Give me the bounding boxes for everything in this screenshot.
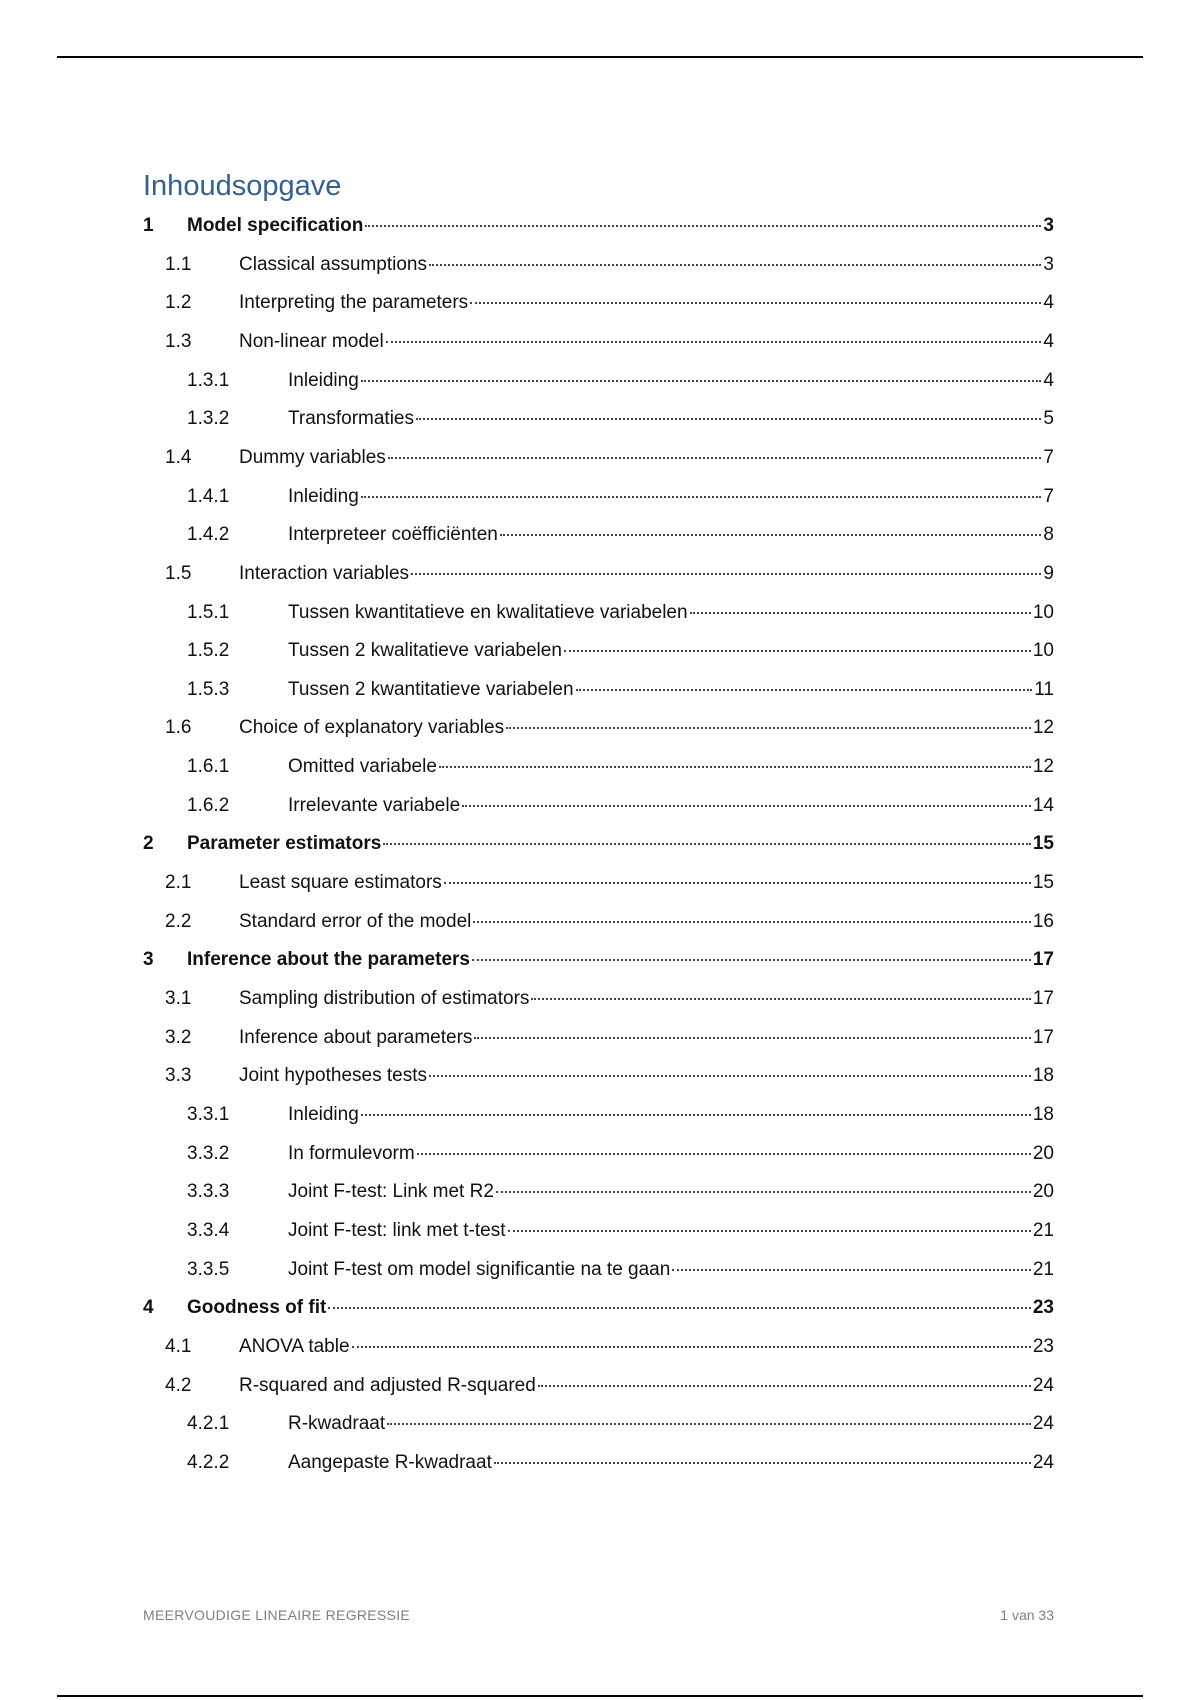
- toc-entry-title: Inference about parameters: [239, 1027, 473, 1048]
- toc-entry-page: 4: [1043, 292, 1054, 313]
- toc-entry-number: 4.2.2: [187, 1452, 230, 1473]
- toc-entry-page: 17: [1032, 988, 1054, 1009]
- toc-entry-page: 24: [1032, 1375, 1054, 1396]
- toc-entry-number: 4: [143, 1297, 154, 1318]
- toc-dot-leader: [411, 573, 1041, 575]
- toc-entry-title: Interaction variables: [239, 563, 410, 584]
- toc-dot-leader: [531, 998, 1030, 1000]
- toc-entry-number: 1.6: [165, 717, 192, 738]
- toc-dot-leader: [429, 1075, 1031, 1077]
- toc-entry-page: 18: [1032, 1065, 1054, 1086]
- toc-entry-page: 23: [1032, 1297, 1054, 1318]
- toc-entry[interactable]: [165, 446, 1054, 470]
- toc-entry-number: 2.2: [165, 911, 192, 932]
- toc-dot-leader: [429, 264, 1041, 266]
- toc-entry[interactable]: [187, 1451, 1054, 1475]
- toc-entry[interactable]: [187, 1142, 1054, 1166]
- toc-entry[interactable]: [165, 716, 1054, 740]
- toc-dot-leader: [387, 1423, 1031, 1425]
- toc-entry-page: 20: [1032, 1143, 1054, 1164]
- toc-dot-leader: [416, 418, 1041, 420]
- toc-entry-page: 10: [1032, 602, 1054, 623]
- toc-entry-number: 4.2: [165, 1375, 192, 1396]
- toc-entry-title: Tussen 2 kwantitatieve variabelen: [288, 679, 574, 700]
- toc-entry-number: 1.5.1: [187, 602, 230, 623]
- toc-dot-leader: [470, 302, 1041, 304]
- toc-dot-leader: [352, 1346, 1031, 1348]
- toc-entry[interactable]: [165, 1335, 1054, 1359]
- toc-entry-title: Classical assumptions: [239, 254, 427, 275]
- toc-entry-page: 15: [1032, 872, 1054, 893]
- toc-dot-leader: [444, 882, 1031, 884]
- toc-dot-leader: [494, 1462, 1031, 1464]
- footer-rule: [57, 1695, 1143, 1697]
- toc-entry-title: Joint F-test: Link met R2: [288, 1181, 494, 1202]
- toc-dot-leader: [388, 457, 1042, 459]
- toc-dot-leader: [672, 1269, 1031, 1271]
- toc-entry[interactable]: [143, 948, 1054, 972]
- toc-entry-number: 1.5.3: [187, 679, 230, 700]
- toc-entry-number: 1.3: [165, 331, 192, 352]
- toc-entry[interactable]: [187, 485, 1054, 509]
- toc-entry-number: 1.2: [165, 292, 192, 313]
- toc-entry-title: In formulevorm: [288, 1143, 415, 1164]
- toc-entry-title: Choice of explanatory variables: [239, 717, 505, 738]
- toc-dot-leader: [417, 1153, 1031, 1155]
- toc-entry-page: 3: [1043, 215, 1054, 236]
- toc-entry-page: 8: [1043, 524, 1054, 545]
- toc-dot-leader: [500, 534, 1042, 536]
- toc-entry-number: 1.5: [165, 563, 192, 584]
- toc-entry[interactable]: [165, 1374, 1054, 1398]
- toc-entry-page: 20: [1032, 1181, 1054, 1202]
- toc-entry-title: Aangepaste R-kwadraat: [288, 1452, 492, 1473]
- toc-title: Inhoudsopgave: [143, 170, 342, 202]
- toc-dot-leader: [690, 612, 1031, 614]
- toc-entry-number: 1.4.1: [187, 486, 230, 507]
- toc-entry-page: 12: [1032, 717, 1054, 738]
- toc-dot-leader: [496, 1191, 1031, 1193]
- toc-entry-number: 4.2.1: [187, 1413, 230, 1434]
- toc-entry[interactable]: [165, 1026, 1054, 1050]
- toc-entry[interactable]: [143, 1296, 1054, 1320]
- toc-entry-title: Omitted variabele: [288, 756, 437, 777]
- toc-entry-title: Inleiding: [288, 370, 359, 391]
- toc-entry[interactable]: [187, 1103, 1054, 1127]
- toc-entry-number: 3.2: [165, 1027, 192, 1048]
- toc-dot-leader: [328, 1307, 1031, 1309]
- toc-entry-page: 3: [1043, 254, 1054, 275]
- toc-entry[interactable]: [187, 369, 1054, 393]
- toc-entry-title: Goodness of fit: [187, 1297, 327, 1318]
- toc-entry-page: 7: [1043, 447, 1054, 468]
- toc-entry-title: Transformaties: [288, 408, 414, 429]
- toc-entry[interactable]: [165, 1064, 1054, 1088]
- toc-entry-number: 1.4: [165, 447, 192, 468]
- toc-entry-number: 3.3: [165, 1065, 192, 1086]
- toc-entry-page: 5: [1043, 408, 1054, 429]
- toc-dot-leader: [506, 727, 1031, 729]
- toc-entry-number: 2.1: [165, 872, 192, 893]
- toc-entry-title: Non-linear model: [239, 331, 384, 352]
- toc-entry[interactable]: [187, 1180, 1054, 1204]
- toc-dot-leader: [538, 1385, 1031, 1387]
- toc-entry-page: 10: [1032, 640, 1054, 661]
- toc-entry-title: Parameter estimators: [187, 833, 382, 854]
- toc-entry-page: 4: [1043, 370, 1054, 391]
- toc-entry-page: 21: [1032, 1259, 1054, 1280]
- toc-entry-number: 3.3.4: [187, 1220, 230, 1241]
- toc-dot-leader: [439, 766, 1031, 768]
- toc-entry-number: 1: [143, 215, 154, 236]
- toc-entry-page: 7: [1043, 486, 1054, 507]
- toc-dot-leader: [576, 689, 1033, 691]
- toc-dot-leader: [361, 1114, 1031, 1116]
- toc-entry-page: 14: [1032, 795, 1054, 816]
- toc-entry[interactable]: [187, 1258, 1054, 1282]
- toc-entry[interactable]: [143, 832, 1054, 856]
- toc-entry-number: 1.4.2: [187, 524, 230, 545]
- toc-entry-title: Interpreteer coëfficiënten: [288, 524, 498, 545]
- toc-dot-leader: [361, 496, 1042, 498]
- toc-entry-title: Irrelevante variabele: [288, 795, 461, 816]
- toc-dot-leader: [462, 805, 1031, 807]
- toc-entry-title: Model specification: [187, 215, 364, 236]
- toc-entry[interactable]: [187, 601, 1054, 625]
- toc-entry[interactable]: [187, 678, 1054, 702]
- toc-entry-page: 17: [1032, 1027, 1054, 1048]
- toc-entry-title: R-squared and adjusted R-squared: [239, 1375, 536, 1396]
- header-rule: [57, 56, 1143, 58]
- toc-dot-leader: [361, 380, 1042, 382]
- toc-dot-leader: [508, 1230, 1031, 1232]
- toc-entry-number: 3.3.3: [187, 1181, 230, 1202]
- toc-entry-number: 1.1: [165, 254, 192, 275]
- footer-document-title: MEERVOUDIGE LINEAIRE REGRESSIE: [143, 1607, 411, 1623]
- toc-entry-title: Joint F-test: link met t-test: [288, 1220, 506, 1241]
- toc-entry[interactable]: [165, 291, 1054, 315]
- toc-entry[interactable]: [187, 1219, 1054, 1243]
- toc-entry-page: 16: [1032, 911, 1054, 932]
- toc-entry-number: 3: [143, 949, 154, 970]
- toc-entry-title: Inference about the parameters: [187, 949, 470, 970]
- toc-entry-title: Joint F-test om model significantie na te gaan: [288, 1259, 671, 1280]
- toc-entry[interactable]: [165, 871, 1054, 895]
- toc-entry-title: Inleiding: [288, 486, 359, 507]
- toc-entry[interactable]: [187, 639, 1054, 663]
- toc-entry-page: 24: [1032, 1452, 1054, 1473]
- toc-entry-title: Standard error of the model: [239, 911, 472, 932]
- footer-page-number: 1 van 33: [1000, 1607, 1054, 1623]
- toc-entry-title: Inleiding: [288, 1104, 359, 1125]
- toc-entry-page: 15: [1032, 833, 1054, 854]
- toc-entry-page: 18: [1032, 1104, 1054, 1125]
- toc-entry-page: 21: [1032, 1220, 1054, 1241]
- toc-dot-leader: [473, 921, 1031, 923]
- toc-entry-number: 3.1: [165, 988, 192, 1009]
- toc-entry-title: Dummy variables: [239, 447, 386, 468]
- toc-entry-number: 3.3.1: [187, 1104, 230, 1125]
- toc-entry-number: 3.3.2: [187, 1143, 230, 1164]
- toc-dot-leader: [472, 959, 1031, 961]
- toc-entry-number: 2: [143, 833, 154, 854]
- toc-entry-title: R-kwadraat: [288, 1413, 386, 1434]
- toc-entry-number: 4.1: [165, 1336, 192, 1357]
- toc-entry-title: Sampling distribution of estimators: [239, 988, 530, 1009]
- toc-entry-page: 9: [1043, 563, 1054, 584]
- toc-entry-title: Joint hypotheses tests: [239, 1065, 427, 1086]
- toc-entry[interactable]: [143, 214, 1054, 238]
- toc-entry-page: 24: [1032, 1413, 1054, 1434]
- toc-entry-number: 1.6.1: [187, 756, 230, 777]
- toc-entry-title: Tussen 2 kwalitatieve variabelen: [288, 640, 562, 661]
- toc-entry-page: 11: [1034, 679, 1054, 700]
- toc-entry-page: 4: [1043, 331, 1054, 352]
- toc-entry-number: 3.3.5: [187, 1259, 230, 1280]
- toc-entry-number: 1.3.1: [187, 370, 230, 391]
- toc-entry[interactable]: [187, 794, 1054, 818]
- toc-entry[interactable]: [165, 253, 1054, 277]
- toc-dot-leader: [386, 341, 1042, 343]
- toc-entry-number: 1.5.2: [187, 640, 230, 661]
- toc-entry[interactable]: [187, 755, 1054, 779]
- toc-entry[interactable]: [187, 407, 1054, 431]
- toc-entry-title: Least square estimators: [239, 872, 442, 893]
- toc-entry[interactable]: [187, 523, 1054, 547]
- toc-entry[interactable]: [187, 1412, 1054, 1436]
- toc-dot-leader: [564, 650, 1031, 652]
- toc-entry-number: 1.6.2: [187, 795, 230, 816]
- toc-entry-page: 23: [1032, 1336, 1054, 1357]
- toc-entry[interactable]: [165, 562, 1054, 586]
- toc-entry-title: ANOVA table: [239, 1336, 350, 1357]
- toc-entry[interactable]: [165, 330, 1054, 354]
- toc-entry-number: 1.3.2: [187, 408, 230, 429]
- toc-dot-leader: [365, 225, 1041, 227]
- toc-entry-title: Interpreting the parameters: [239, 292, 469, 313]
- toc-dot-leader: [383, 843, 1031, 845]
- toc-entry-page: 12: [1032, 756, 1054, 777]
- toc-entry[interactable]: [165, 910, 1054, 934]
- toc-entry-title: Tussen kwantitatieve en kwalitatieve variabelen: [288, 602, 688, 623]
- toc-entry-page: 17: [1032, 949, 1054, 970]
- toc-dot-leader: [474, 1037, 1030, 1039]
- toc-entry[interactable]: [165, 987, 1054, 1011]
